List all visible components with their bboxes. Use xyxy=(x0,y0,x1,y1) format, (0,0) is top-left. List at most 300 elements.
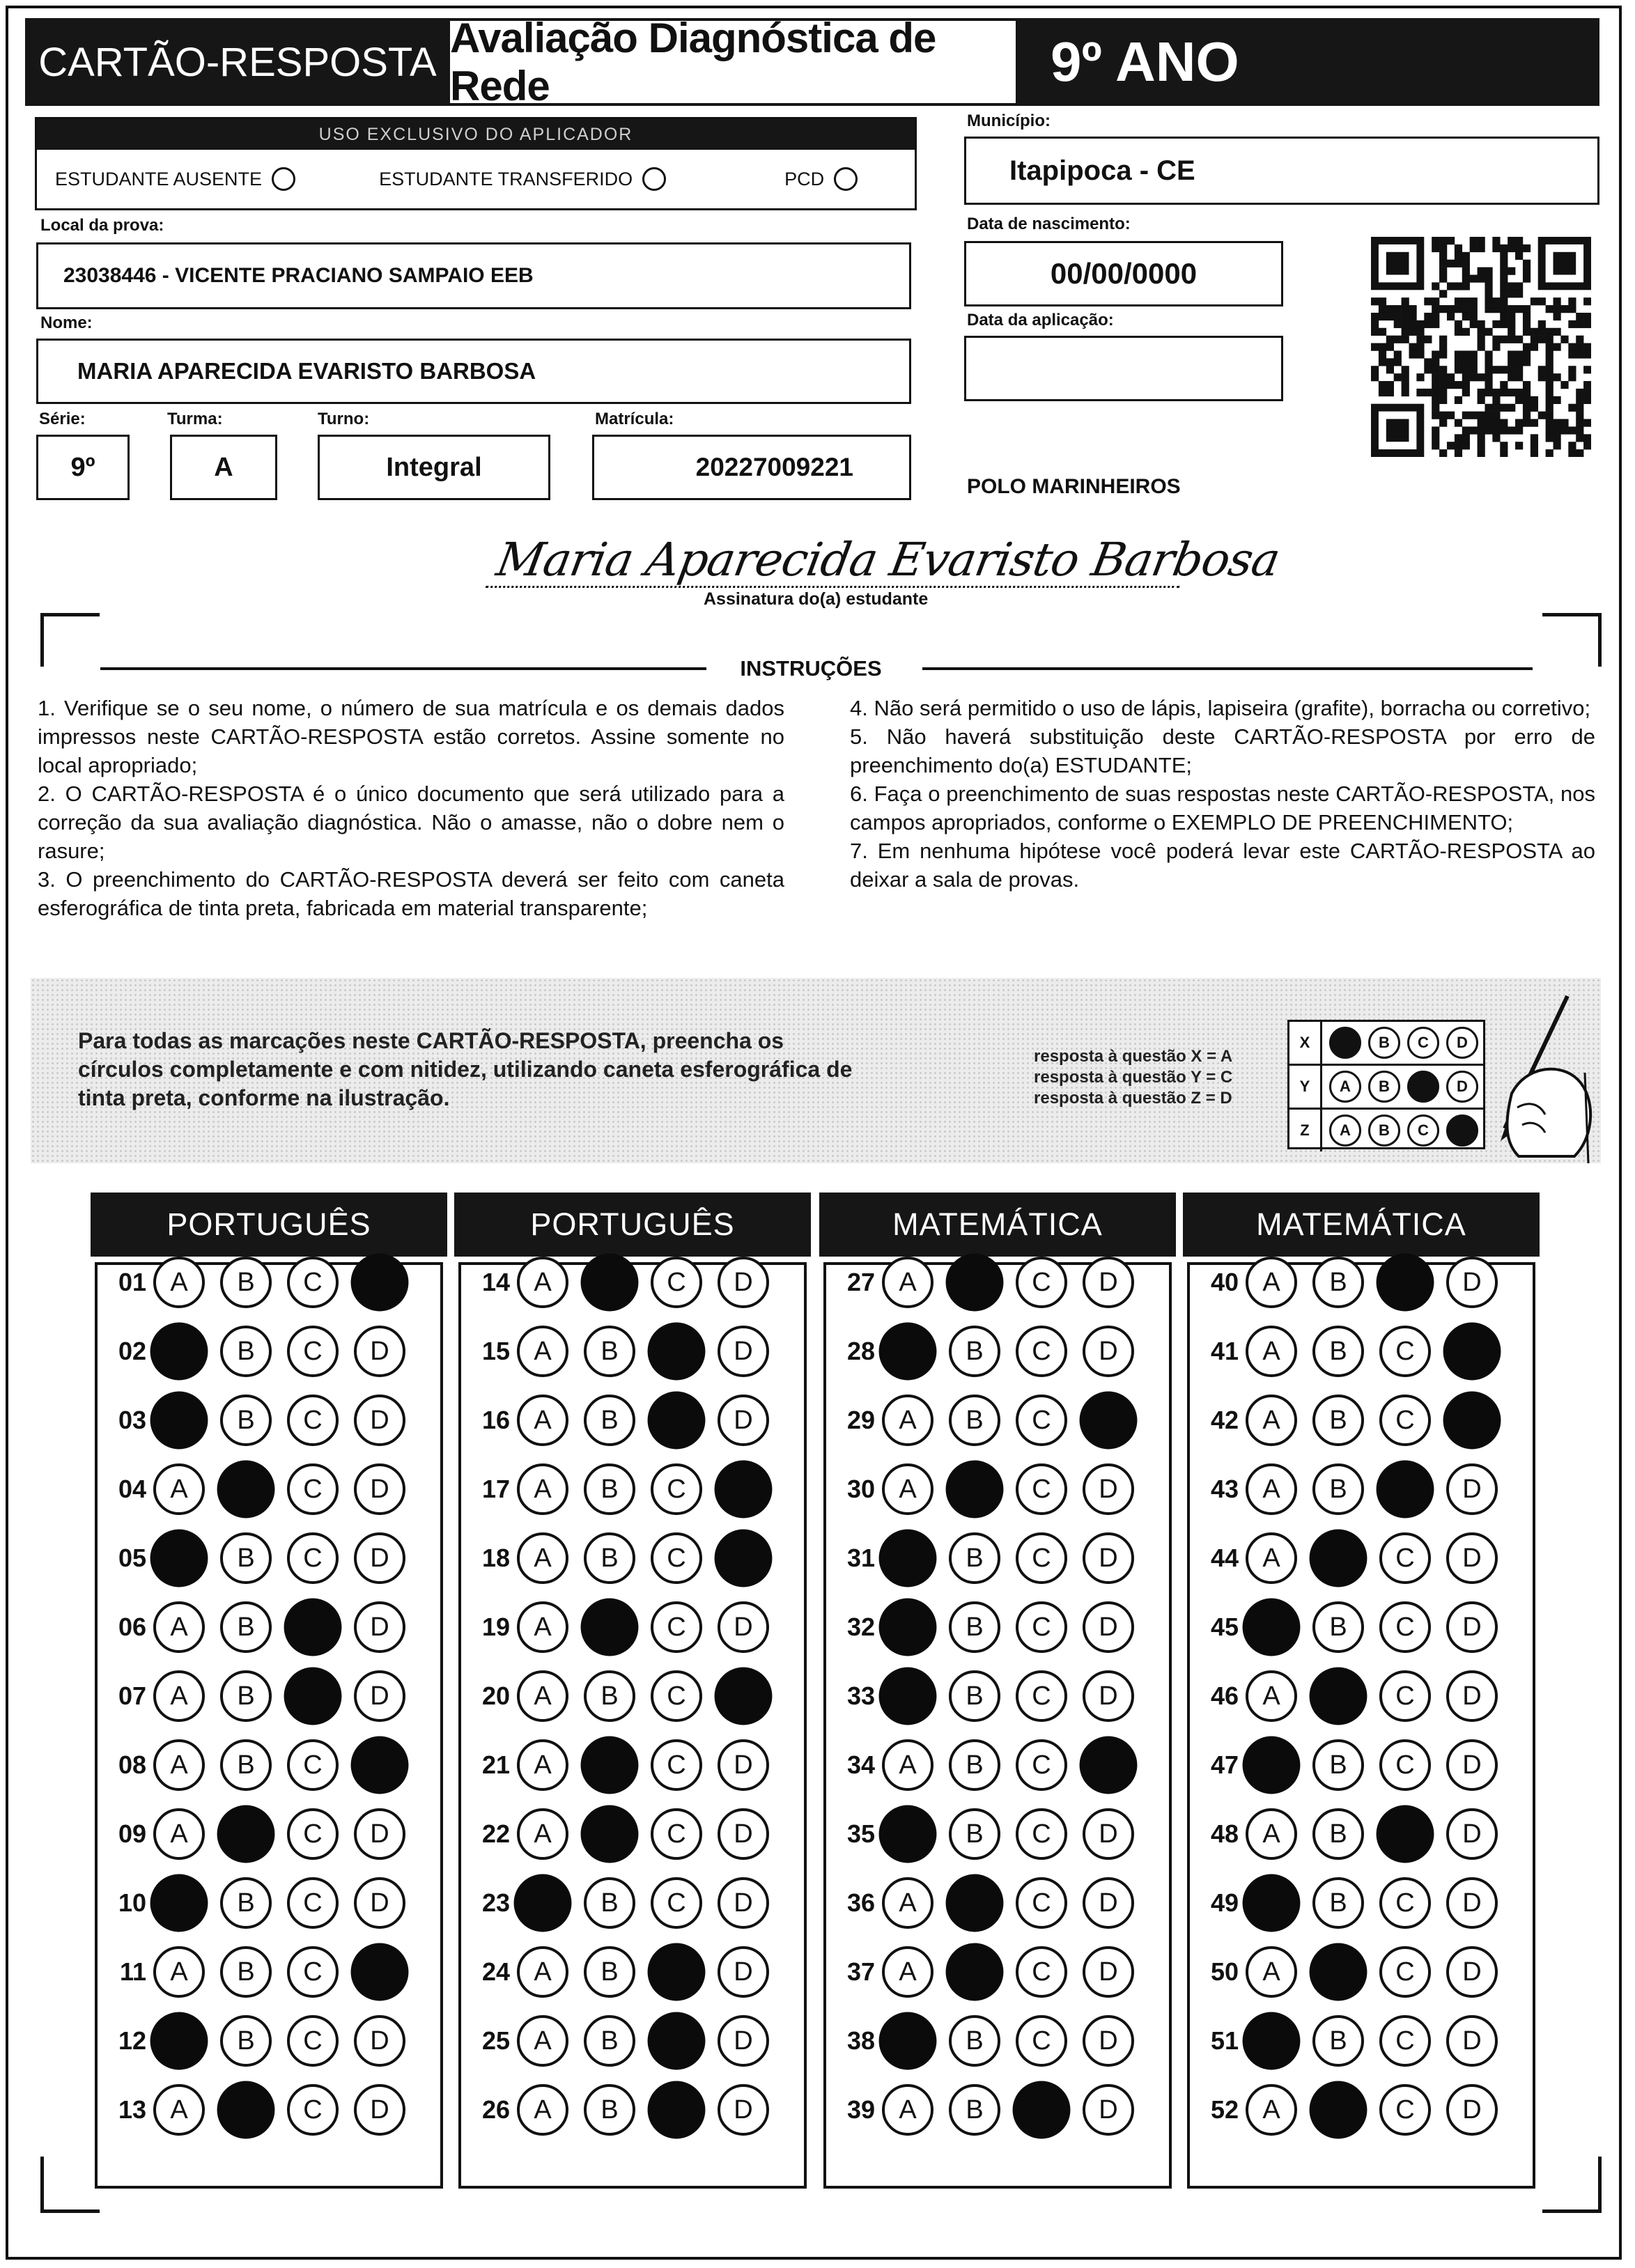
answer-bubble-d[interactable]: D xyxy=(1083,1326,1134,1377)
answer-bubble-c[interactable]: C xyxy=(1379,2084,1431,2136)
answer-bubble-c[interactable]: C xyxy=(1379,1601,1431,1653)
answer-bubble-a[interactable]: A xyxy=(1246,1670,1297,1722)
question-row xyxy=(102,1942,405,2002)
answer-bubble-a[interactable]: A xyxy=(150,1874,208,1932)
answer-bubble-d[interactable]: D xyxy=(718,1739,769,1791)
example-bubble-c: C xyxy=(1407,1114,1439,1147)
instructions-right xyxy=(850,694,1595,894)
question-row xyxy=(102,1597,405,1657)
question-row xyxy=(830,1459,1134,1519)
answer-bubble-a[interactable]: A xyxy=(150,1323,208,1381)
answer-bubble-d[interactable]: D xyxy=(354,1877,405,1929)
answer-bubble-c[interactable]: C xyxy=(1379,1877,1431,1929)
answer-bubble-b[interactable]: B xyxy=(584,1463,635,1515)
answer-bubble-a[interactable]: A xyxy=(1246,1808,1297,1860)
answer-bubble-b[interactable]: B xyxy=(581,1737,639,1794)
answer-bubble-d[interactable]: D xyxy=(1443,1392,1501,1450)
answer-bubble-d[interactable]: D xyxy=(1080,1737,1138,1794)
signature-caption: Assinatura do(a) estudante xyxy=(704,589,929,609)
answer-bubble-b[interactable]: B xyxy=(949,1601,1000,1653)
answer-bubble-b[interactable]: B xyxy=(217,1461,275,1519)
answer-bubble-b[interactable]: B xyxy=(949,1395,1000,1446)
answer-bubble-d[interactable]: D xyxy=(354,1463,405,1515)
answer-bubble-a[interactable]: A xyxy=(517,1532,568,1584)
example-bubble-c: C xyxy=(1407,1027,1439,1059)
answer-bubble-b[interactable]: B xyxy=(220,1395,272,1446)
question-row xyxy=(465,1390,769,1450)
answer-bubble-b[interactable]: B xyxy=(220,1257,272,1308)
answer-bubble-a[interactable]: A xyxy=(1243,1599,1301,1656)
legend-y: resposta à questão Y = C xyxy=(1034,1068,1233,1087)
answer-bubble-d[interactable]: D xyxy=(1446,1877,1498,1929)
answer-bubble-b[interactable]: B xyxy=(581,1805,639,1863)
answer-bubble-a[interactable]: A xyxy=(517,2015,568,2067)
answer-bubble-d[interactable]: D xyxy=(718,1326,769,1377)
answer-bubble-b[interactable]: B xyxy=(1310,2081,1367,2139)
answer-bubble-b[interactable]: B xyxy=(217,1805,275,1863)
question-number: 07 xyxy=(118,1681,146,1710)
answer-bubble-c[interactable]: C xyxy=(287,1739,339,1791)
answer-bubble-a[interactable]: A xyxy=(1246,1532,1297,1584)
answer-bubble-d[interactable]: D xyxy=(1446,2015,1498,2067)
answer-bubble-a[interactable]: A xyxy=(153,2084,205,2136)
answer-bubble-a[interactable]: A xyxy=(517,1808,568,1860)
answer-bubble-c[interactable]: C xyxy=(651,1877,702,1929)
answer-bubble-d[interactable]: D xyxy=(1446,2084,1498,2136)
answer-bubble-a[interactable]: A xyxy=(517,1946,568,1998)
pcd-checkbox[interactable] xyxy=(834,167,858,191)
question-number: 50 xyxy=(1210,1957,1239,1986)
answer-bubble-a[interactable]: A xyxy=(1246,1326,1297,1377)
answer-bubble-c[interactable]: C xyxy=(287,1946,339,1998)
answer-bubble-d[interactable]: D xyxy=(1443,1323,1501,1381)
answer-bubble-b[interactable]: B xyxy=(220,1877,272,1929)
answer-column-2 xyxy=(458,1262,807,2189)
answer-bubble-a[interactable]: A xyxy=(153,1946,205,1998)
answer-bubble-c[interactable]: C xyxy=(651,1601,702,1653)
answer-bubble-d[interactable]: D xyxy=(354,1532,405,1584)
corner-br xyxy=(1542,2157,1602,2213)
question-number: 42 xyxy=(1210,1406,1239,1434)
answer-bubble-d[interactable]: D xyxy=(1446,1808,1498,1860)
answer-bubble-c[interactable]: C xyxy=(1016,1739,1067,1791)
answer-bubble-d[interactable]: D xyxy=(1446,1946,1498,1998)
answer-bubble-b[interactable]: B xyxy=(220,1326,272,1377)
subject-tab-2: PORTUGUÊS xyxy=(454,1193,811,1257)
question-row xyxy=(1194,1528,1498,1588)
answer-bubble-b[interactable]: B xyxy=(1310,1668,1367,1725)
answer-bubble-a[interactable]: A xyxy=(517,1739,568,1791)
answer-bubble-d[interactable]: D xyxy=(351,1254,409,1312)
answer-bubble-c[interactable]: C xyxy=(1379,1946,1431,1998)
answer-bubble-d[interactable]: D xyxy=(1083,1670,1134,1722)
answer-bubble-d[interactable]: D xyxy=(1083,1946,1134,1998)
answer-bubble-c[interactable]: C xyxy=(1016,1601,1067,1653)
answer-bubble-d[interactable]: D xyxy=(718,1395,769,1446)
question-number: 34 xyxy=(846,1750,875,1779)
question-number: 38 xyxy=(846,2026,875,2055)
answer-bubble-b[interactable]: B xyxy=(1310,1530,1367,1587)
instructions-title: INSTRUÇÕES xyxy=(740,656,882,681)
serie-field: 9º xyxy=(36,435,130,500)
answer-bubble-a[interactable]: A xyxy=(1246,2084,1297,2136)
instruction-2: 2. O CARTÃO-RESPOSTA é o único documento que será utilizado para a correção da sua avaliação diagnóstica. Não o amasse, não o dobre nem o rasure; xyxy=(38,782,784,863)
example-rows xyxy=(1289,1022,1483,1151)
answer-bubble-d[interactable]: D xyxy=(1446,1532,1498,1584)
answer-bubble-b[interactable]: B xyxy=(949,1532,1000,1584)
answer-bubble-a[interactable]: A xyxy=(517,1257,568,1308)
answer-bubble-b[interactable]: B xyxy=(946,1254,1004,1312)
answer-bubble-d[interactable]: D xyxy=(351,1737,409,1794)
answer-bubble-b[interactable]: B xyxy=(946,1461,1004,1519)
answer-bubble-b[interactable]: B xyxy=(581,1254,639,1312)
answer-bubble-d[interactable]: D xyxy=(1080,1392,1138,1450)
answer-bubble-b[interactable]: B xyxy=(949,1326,1000,1377)
answer-bubble-a[interactable]: A xyxy=(517,1601,568,1653)
question-row xyxy=(102,1735,405,1795)
answer-bubble-b[interactable]: B xyxy=(949,2015,1000,2067)
answer-bubble-c[interactable]: C xyxy=(648,1392,706,1450)
answer-bubble-d[interactable]: D xyxy=(718,1808,769,1860)
answer-bubble-b[interactable]: B xyxy=(584,1946,635,1998)
answer-bubble-b[interactable]: B xyxy=(220,1739,272,1791)
example-row-label: X xyxy=(1289,1022,1322,1064)
answer-bubble-a[interactable]: A xyxy=(153,1808,205,1860)
question-row xyxy=(1194,1390,1498,1450)
answer-bubble-d[interactable]: D xyxy=(1083,1601,1134,1653)
answer-bubble-c[interactable]: C xyxy=(651,1739,702,1791)
example-bubble-a: A xyxy=(1329,1114,1361,1147)
answer-bubble-d[interactable]: D xyxy=(718,1946,769,1998)
answer-bubble-a[interactable]: A xyxy=(153,1670,205,1722)
answer-bubble-c[interactable]: C xyxy=(648,1943,706,2001)
question-number: 48 xyxy=(1210,1819,1239,1848)
answer-bubble-a[interactable]: A xyxy=(882,1946,933,1998)
answer-bubble-a[interactable]: A xyxy=(882,1463,933,1515)
answer-bubble-d[interactable]: D xyxy=(715,1461,773,1519)
answer-bubble-a[interactable]: A xyxy=(882,1395,933,1446)
answer-bubble-c[interactable]: C xyxy=(651,1257,702,1308)
answer-bubble-a[interactable]: A xyxy=(1246,1257,1297,1308)
answer-bubble-b[interactable]: B xyxy=(1312,1877,1364,1929)
answer-bubble-d[interactable]: D xyxy=(1083,1257,1134,1308)
answer-bubble-c[interactable]: C xyxy=(284,1668,342,1725)
question-row xyxy=(830,2080,1134,2140)
question-number: 24 xyxy=(481,1957,510,1986)
answer-bubble-c[interactable]: C xyxy=(287,1257,339,1308)
answer-bubble-c[interactable]: C xyxy=(1379,1326,1431,1377)
example-row-label: Y xyxy=(1289,1066,1322,1108)
answer-bubble-b[interactable]: B xyxy=(946,1874,1004,1932)
answer-column-1 xyxy=(95,1262,443,2189)
answer-bubble-b[interactable]: B xyxy=(1312,1463,1364,1515)
subject-tab-3: MATEMÁTICA xyxy=(819,1193,1176,1257)
question-number: 45 xyxy=(1210,1613,1239,1641)
answer-bubble-c[interactable]: C xyxy=(1016,1326,1067,1377)
question-number: 49 xyxy=(1210,1888,1239,1917)
name-field: MARIA APARECIDA EVARISTO BARBOSA xyxy=(36,339,911,404)
answer-bubble-c[interactable]: C xyxy=(1016,1877,1067,1929)
answer-bubble-a[interactable]: A xyxy=(150,1392,208,1450)
answer-bubble-d[interactable]: D xyxy=(1446,1257,1498,1308)
answer-bubble-c[interactable]: C xyxy=(1016,1532,1067,1584)
answer-bubble-d[interactable]: D xyxy=(354,1808,405,1860)
answer-bubble-b[interactable]: B xyxy=(1312,1808,1364,1860)
answer-bubble-d[interactable]: D xyxy=(718,1877,769,1929)
example-bubble-b: B xyxy=(1368,1071,1400,1103)
serie-label: Série: xyxy=(39,410,86,428)
answer-bubble-a[interactable]: A xyxy=(1246,1395,1297,1446)
question-row xyxy=(830,1597,1134,1657)
question-row xyxy=(102,1528,405,1588)
answer-bubble-d[interactable]: D xyxy=(1083,1808,1134,1860)
answer-bubble-c[interactable]: C xyxy=(287,1532,339,1584)
question-row xyxy=(102,1804,405,1864)
answer-bubble-d[interactable]: D xyxy=(354,1601,405,1653)
nascimento-label: Data de nascimento: xyxy=(967,215,1131,233)
example-bubble-a: A xyxy=(1329,1071,1361,1103)
answer-bubble-c[interactable]: C xyxy=(287,1877,339,1929)
answer-bubble-a[interactable]: A xyxy=(1246,1463,1297,1515)
answer-bubble-c[interactable]: C xyxy=(1377,1254,1434,1312)
answer-bubble-a[interactable]: A xyxy=(882,2084,933,2136)
answer-bubble-d[interactable]: D xyxy=(718,1257,769,1308)
transferred-label: ESTUDANTE TRANSFERIDO xyxy=(379,168,633,189)
question-row xyxy=(1194,1459,1498,1519)
answer-bubble-d[interactable]: D xyxy=(718,2015,769,2067)
answer-bubble-a[interactable]: A xyxy=(517,1463,568,1515)
answer-bubble-d[interactable]: D xyxy=(354,1670,405,1722)
answer-bubble-d[interactable]: D xyxy=(715,1530,773,1587)
question-row xyxy=(465,2011,769,2071)
question-row xyxy=(830,1321,1134,1381)
answer-bubble-b[interactable]: B xyxy=(1312,1601,1364,1653)
answer-bubble-c[interactable]: C xyxy=(1016,1395,1067,1446)
nascimento-field: 00/00/0000 xyxy=(964,241,1283,306)
answer-bubble-c[interactable]: C xyxy=(648,2081,706,2139)
answer-bubble-a[interactable]: A xyxy=(879,1668,937,1725)
answer-bubble-a[interactable]: A xyxy=(517,2084,568,2136)
answer-bubble-b[interactable]: B xyxy=(584,1326,635,1377)
question-number: 43 xyxy=(1210,1475,1239,1503)
answer-bubble-b[interactable]: B xyxy=(584,2015,635,2067)
answer-bubble-c[interactable]: C xyxy=(287,1395,339,1446)
question-row xyxy=(830,2011,1134,2071)
answer-bubble-c[interactable]: C xyxy=(287,2084,339,2136)
answer-bubble-d[interactable]: D xyxy=(354,2015,405,2067)
answer-bubble-c[interactable]: C xyxy=(651,1808,702,1860)
example-bubble-a: A xyxy=(1329,1027,1361,1059)
answer-bubble-c[interactable]: C xyxy=(1016,1670,1067,1722)
answer-bubble-c[interactable]: C xyxy=(287,1808,339,1860)
example-bubble-b: B xyxy=(1368,1114,1400,1147)
answer-bubble-c[interactable]: C xyxy=(1377,1461,1434,1519)
answer-bubble-b[interactable]: B xyxy=(949,1739,1000,1791)
instruction-4: 4. Não será permitido o uso de lápis, lapiseira (grafite), borracha ou corretivo; xyxy=(850,696,1591,720)
question-row xyxy=(1194,1252,1498,1312)
answer-bubble-b[interactable]: B xyxy=(949,1808,1000,1860)
answer-bubble-a[interactable]: A xyxy=(150,2012,208,2070)
answer-bubble-a[interactable]: A xyxy=(879,2012,937,2070)
answer-bubble-c[interactable]: C xyxy=(1379,1739,1431,1791)
answer-bubble-c[interactable]: C xyxy=(648,1323,706,1381)
absent-checkbox[interactable] xyxy=(272,167,295,191)
answer-bubble-b[interactable]: B xyxy=(584,1395,635,1446)
answer-column-4 xyxy=(1187,1262,1535,2189)
answer-bubble-c[interactable]: C xyxy=(284,1599,342,1656)
answer-bubble-c[interactable]: C xyxy=(651,1670,702,1722)
question-number: 02 xyxy=(118,1337,146,1365)
hand-pen-icon xyxy=(1463,989,1602,1163)
question-row xyxy=(102,1666,405,1726)
question-number: 01 xyxy=(118,1268,146,1296)
question-number: 06 xyxy=(118,1613,146,1641)
answer-bubble-c[interactable]: C xyxy=(1379,1670,1431,1722)
answer-bubble-c[interactable]: C xyxy=(648,2012,706,2070)
answer-bubble-b[interactable]: B xyxy=(220,1670,272,1722)
answer-bubble-b[interactable]: B xyxy=(584,1670,635,1722)
applicator-box xyxy=(35,117,917,210)
signature: Maria Aparecida Evaristo Barbosa xyxy=(486,532,1189,588)
answer-bubble-d[interactable]: D xyxy=(1083,2084,1134,2136)
answer-bubble-c[interactable]: C xyxy=(1016,2015,1067,2067)
answer-bubble-c[interactable]: C xyxy=(1379,1532,1431,1584)
answer-bubble-c[interactable]: C xyxy=(651,1532,702,1584)
answer-bubble-b[interactable]: B xyxy=(220,1946,272,1998)
transferred-checkbox[interactable] xyxy=(642,167,666,191)
answer-bubble-b[interactable]: B xyxy=(217,2081,275,2139)
answer-bubble-d[interactable]: D xyxy=(718,1601,769,1653)
answer-bubble-a[interactable]: A xyxy=(153,1739,205,1791)
example-row xyxy=(1289,1110,1483,1151)
question-row xyxy=(1194,1597,1498,1657)
matricula-label: Matrícula: xyxy=(595,410,674,428)
answer-bubble-c[interactable]: C xyxy=(1379,2015,1431,2067)
answer-bubble-a[interactable]: A xyxy=(882,1739,933,1791)
answer-bubble-c[interactable]: C xyxy=(1377,1805,1434,1863)
answer-bubble-d[interactable]: D xyxy=(354,1326,405,1377)
aplicacao-label: Data da aplicação: xyxy=(967,311,1114,329)
question-number: 14 xyxy=(481,1268,510,1296)
answer-bubble-a[interactable]: A xyxy=(1243,1874,1301,1932)
answer-bubble-d[interactable]: D xyxy=(1083,1877,1134,1929)
answer-bubble-b[interactable]: B xyxy=(949,1670,1000,1722)
answer-bubble-a[interactable]: A xyxy=(879,1599,937,1656)
answer-bubble-a[interactable]: A xyxy=(879,1805,937,1863)
answer-bubble-a[interactable]: A xyxy=(153,1257,205,1308)
answer-bubble-d[interactable]: D xyxy=(1083,1532,1134,1584)
answer-bubble-a[interactable]: A xyxy=(153,1463,205,1515)
answer-bubble-a[interactable]: A xyxy=(879,1323,937,1381)
answer-bubble-b[interactable]: B xyxy=(584,1532,635,1584)
question-row xyxy=(1194,1321,1498,1381)
answer-bubble-c[interactable]: C xyxy=(1379,1395,1431,1446)
answer-bubble-c[interactable]: C xyxy=(651,1463,702,1515)
answer-bubble-b[interactable]: B xyxy=(1312,1739,1364,1791)
answer-bubble-b[interactable]: B xyxy=(584,1877,635,1929)
question-number: 05 xyxy=(118,1544,146,1572)
question-row xyxy=(830,1666,1134,1726)
answer-bubble-c[interactable]: C xyxy=(287,1463,339,1515)
question-row xyxy=(465,1873,769,1933)
answer-bubble-d[interactable]: D xyxy=(715,1668,773,1725)
answer-bubble-a[interactable]: A xyxy=(514,1874,572,1932)
question-number: 30 xyxy=(846,1475,875,1503)
answer-bubble-c[interactable]: C xyxy=(1016,1946,1067,1998)
question-number: 18 xyxy=(481,1544,510,1572)
answer-bubble-d[interactable]: D xyxy=(351,1943,409,2001)
answer-bubble-a[interactable]: A xyxy=(879,1530,937,1587)
answer-bubble-c[interactable]: C xyxy=(287,2015,339,2067)
answer-bubble-a[interactable]: A xyxy=(150,1530,208,1587)
answer-bubble-b[interactable]: B xyxy=(220,1601,272,1653)
answer-bubble-b[interactable]: B xyxy=(1312,1395,1364,1446)
answer-bubble-b[interactable]: B xyxy=(584,2084,635,2136)
grade-badge: 9º ANO xyxy=(1016,18,1599,106)
answer-bubble-b[interactable]: B xyxy=(946,1943,1004,2001)
answer-bubble-c[interactable]: C xyxy=(1013,2081,1071,2139)
matricula-field: 20227009221 xyxy=(592,435,911,500)
answer-bubble-a[interactable]: A xyxy=(153,1601,205,1653)
answer-bubble-c[interactable]: C xyxy=(1016,1257,1067,1308)
question-row xyxy=(465,1252,769,1312)
question-row xyxy=(830,1528,1134,1588)
answer-bubble-d[interactable]: D xyxy=(1083,1463,1134,1515)
answer-bubble-d[interactable]: D xyxy=(354,2084,405,2136)
answer-bubble-d[interactable]: D xyxy=(718,2084,769,2136)
answer-bubble-c[interactable]: C xyxy=(1016,1808,1067,1860)
answer-bubble-a[interactable]: A xyxy=(517,1326,568,1377)
question-row xyxy=(830,1804,1134,1864)
answer-bubble-d[interactable]: D xyxy=(1446,1601,1498,1653)
answer-bubble-a[interactable]: A xyxy=(882,1877,933,1929)
answer-bubble-c[interactable]: C xyxy=(1016,1463,1067,1515)
answer-bubble-b[interactable]: B xyxy=(949,2084,1000,2136)
answer-bubble-a[interactable]: A xyxy=(1243,1737,1301,1794)
question-number: 36 xyxy=(846,1888,875,1917)
answer-bubble-a[interactable]: A xyxy=(517,1670,568,1722)
answer-bubble-c[interactable]: C xyxy=(287,1326,339,1377)
answer-bubble-a[interactable]: A xyxy=(882,1257,933,1308)
answer-bubble-d[interactable]: D xyxy=(1446,1463,1498,1515)
subject-tab-4: MATEMÁTICA xyxy=(1183,1193,1540,1257)
answer-bubble-d[interactable]: D xyxy=(1446,1739,1498,1791)
aplicacao-field[interactable] xyxy=(964,336,1283,401)
question-number: 23 xyxy=(481,1888,510,1917)
question-number: 27 xyxy=(846,1268,875,1296)
corner-tr xyxy=(1542,613,1602,667)
answer-bubble-b[interactable]: B xyxy=(220,2015,272,2067)
answer-bubble-a[interactable]: A xyxy=(1243,2012,1301,2070)
answer-bubble-d[interactable]: D xyxy=(1446,1670,1498,1722)
question-row xyxy=(102,1873,405,1933)
answer-bubble-b[interactable]: B xyxy=(1312,2015,1364,2067)
answer-bubble-b[interactable]: B xyxy=(1312,1257,1364,1308)
answer-bubble-d[interactable]: D xyxy=(354,1395,405,1446)
answer-bubble-a[interactable]: A xyxy=(1246,1946,1297,1998)
question-number: 11 xyxy=(119,1957,146,1986)
question-row xyxy=(102,2011,405,2071)
municipio-field: Itapipoca - CE xyxy=(964,137,1599,205)
answer-bubble-b[interactable]: B xyxy=(581,1599,639,1656)
answer-bubble-b[interactable]: B xyxy=(220,1532,272,1584)
question-number: 20 xyxy=(481,1681,510,1710)
answer-bubble-b[interactable]: B xyxy=(1312,1326,1364,1377)
question-row xyxy=(1194,1666,1498,1726)
answer-bubble-d[interactable]: D xyxy=(1083,2015,1134,2067)
answer-bubble-b[interactable]: B xyxy=(1310,1943,1367,2001)
answer-bubble-a[interactable]: A xyxy=(517,1395,568,1446)
